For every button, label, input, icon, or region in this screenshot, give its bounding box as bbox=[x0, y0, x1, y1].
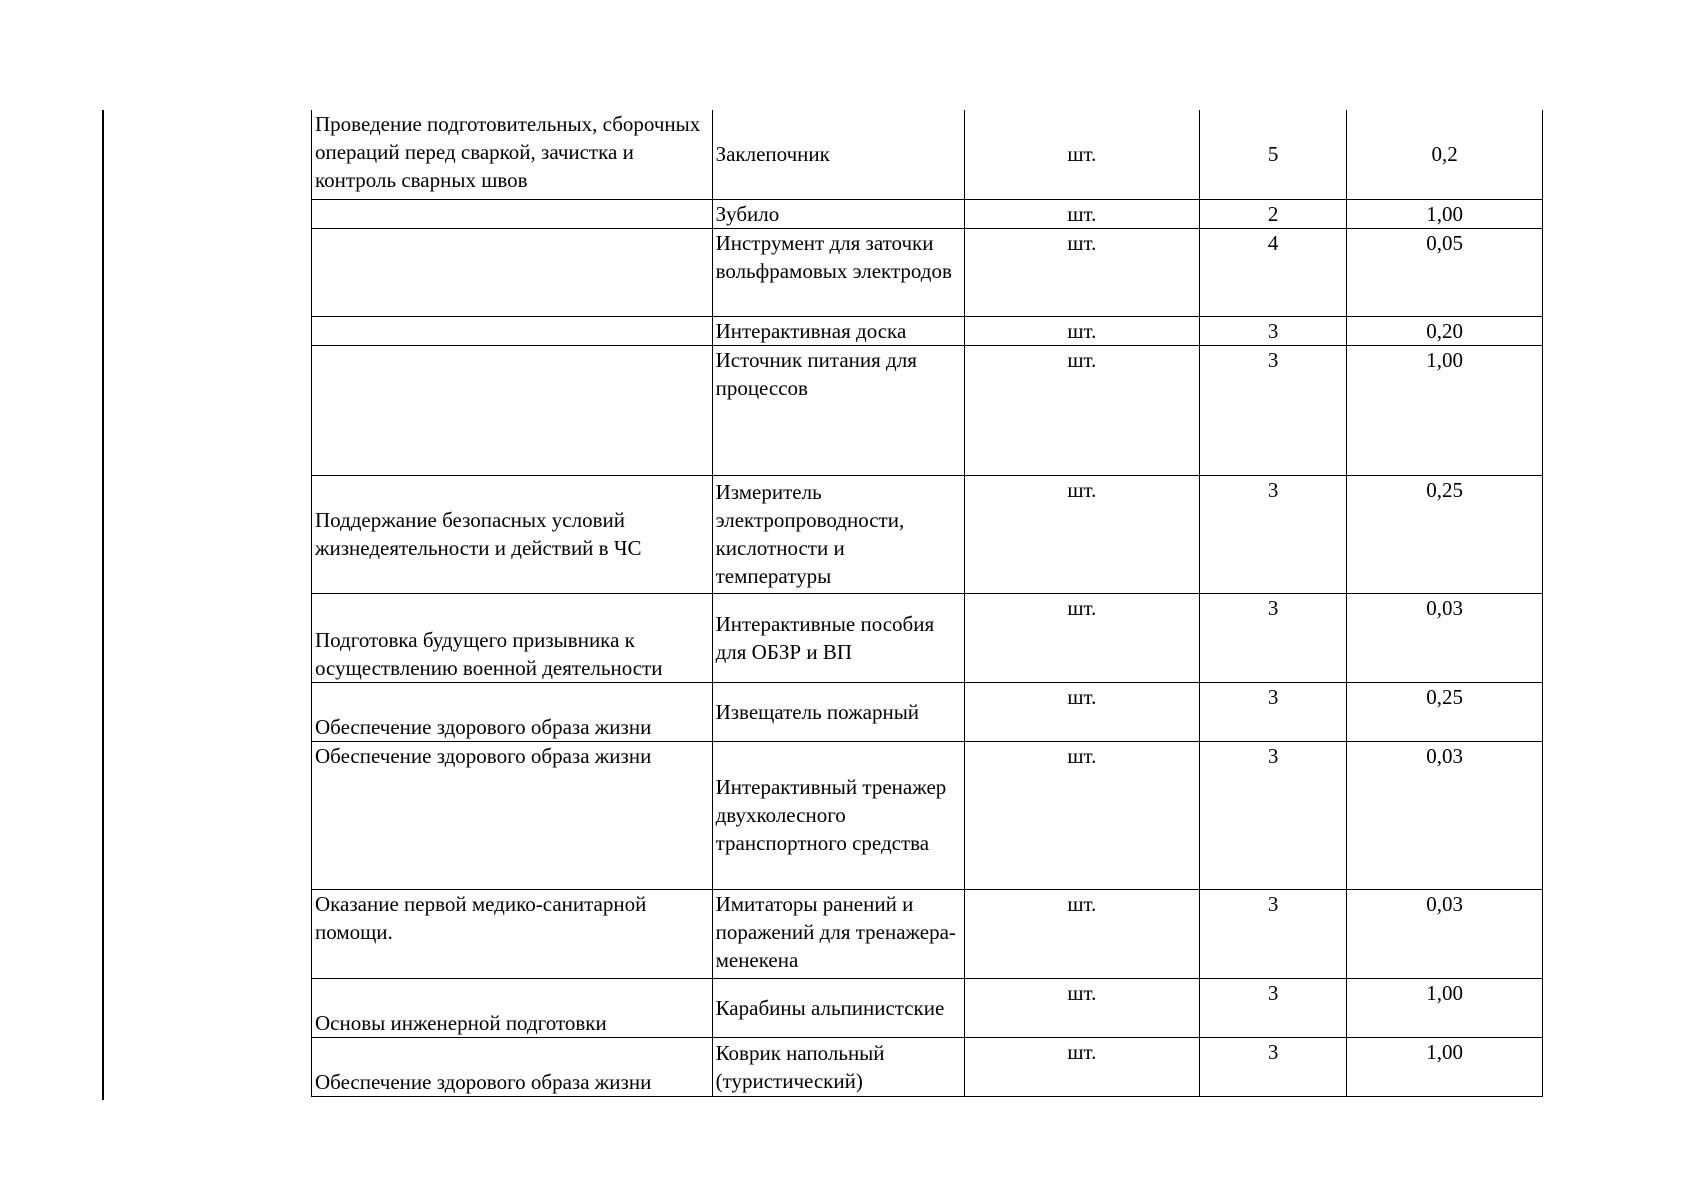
row-quantity: 3 bbox=[1199, 316, 1346, 345]
table-row bbox=[312, 889, 1543, 978]
row-description: Обеспечение здорового образа жизни bbox=[312, 1037, 713, 1096]
row-unit: шт. bbox=[964, 345, 1199, 475]
row-quantity: 3 bbox=[1199, 593, 1346, 682]
row-item-name: Заклепочник bbox=[712, 110, 964, 199]
row-quantity: 3 bbox=[1199, 741, 1346, 889]
row-unit: шт. bbox=[964, 978, 1199, 1037]
row-coefficient: 0,2 bbox=[1347, 110, 1543, 199]
row-coefficient: 1,00 bbox=[1347, 1037, 1543, 1096]
table-row bbox=[312, 228, 1543, 316]
row-unit: шт. bbox=[964, 1037, 1199, 1096]
row-quantity: 4 bbox=[1199, 228, 1346, 316]
row-item-name: Интерактивные пособия для ОБЗР и ВП bbox=[712, 593, 964, 682]
table-row bbox=[312, 316, 1543, 345]
table-row bbox=[312, 682, 1543, 741]
row-description bbox=[312, 345, 713, 475]
row-item-name: Измеритель электропроводности, кислотности и температуры bbox=[712, 475, 964, 593]
row-description: Подготовка будущего призывника к осуществлению военной деятельности bbox=[312, 593, 713, 682]
row-quantity: 3 bbox=[1199, 475, 1346, 593]
row-description bbox=[312, 199, 713, 228]
row-item-name: Источник питания для процессов bbox=[712, 345, 964, 475]
row-item-name: Карабины альпинистские bbox=[712, 978, 964, 1037]
row-coefficient: 0,03 bbox=[1347, 741, 1543, 889]
equipment-table bbox=[311, 110, 1543, 1097]
row-coefficient: 0,25 bbox=[1347, 475, 1543, 593]
row-unit: шт. bbox=[964, 682, 1199, 741]
row-unit: шт. bbox=[964, 199, 1199, 228]
row-quantity: 3 bbox=[1199, 889, 1346, 978]
row-coefficient: 0,25 bbox=[1347, 682, 1543, 741]
row-quantity: 3 bbox=[1199, 1037, 1346, 1096]
row-item-name: Коврик напольный (туристический) bbox=[712, 1037, 964, 1096]
row-quantity: 3 bbox=[1199, 682, 1346, 741]
row-coefficient: 0,20 bbox=[1347, 316, 1543, 345]
row-item-name: Интерактивная доска bbox=[712, 316, 964, 345]
row-coefficient: 0,03 bbox=[1347, 889, 1543, 978]
row-description: Обеспечение здорового образа жизни bbox=[312, 682, 713, 741]
row-unit: шт. bbox=[964, 741, 1199, 889]
row-unit: шт. bbox=[964, 593, 1199, 682]
row-unit: шт. bbox=[964, 889, 1199, 978]
row-unit: шт. bbox=[964, 316, 1199, 345]
row-description bbox=[312, 316, 713, 345]
row-item-name: Имитаторы ранений и поражений для тренажера-менекена bbox=[712, 889, 964, 978]
row-item-name: Инструмент для заточки вольфрамовых электродов bbox=[712, 228, 964, 316]
row-coefficient: 0,05 bbox=[1347, 228, 1543, 316]
row-coefficient: 1,00 bbox=[1347, 199, 1543, 228]
table-row bbox=[312, 345, 1543, 475]
row-item-name: Извещатель пожарный bbox=[712, 682, 964, 741]
row-coefficient: 0,03 bbox=[1347, 593, 1543, 682]
row-coefficient: 1,00 bbox=[1347, 345, 1543, 475]
page-margin-line bbox=[102, 110, 104, 1100]
row-quantity: 5 bbox=[1199, 110, 1346, 199]
row-unit: шт. bbox=[964, 228, 1199, 316]
row-description: Оказание первой медико-санитарной помощи. bbox=[312, 889, 713, 978]
table-row bbox=[312, 593, 1543, 682]
row-unit: шт. bbox=[964, 110, 1199, 199]
table-row bbox=[312, 475, 1543, 593]
row-coefficient: 1,00 bbox=[1347, 978, 1543, 1037]
table-row bbox=[312, 199, 1543, 228]
row-description: Поддержание безопасных условий жизнедеятельности и действий в ЧС bbox=[312, 475, 713, 593]
row-description: Проведение подготовительных, сборочных операций перед сваркой, зачистка и контроль сварных швов bbox=[312, 110, 713, 199]
table-row bbox=[312, 741, 1543, 889]
row-quantity: 3 bbox=[1199, 978, 1346, 1037]
table-row bbox=[312, 110, 1543, 199]
row-description bbox=[312, 228, 713, 316]
row-unit: шт. bbox=[964, 475, 1199, 593]
row-item-name: Зубило bbox=[712, 199, 964, 228]
table-row bbox=[312, 978, 1543, 1037]
row-quantity: 3 bbox=[1199, 345, 1346, 475]
row-description: Основы инженерной подготовки bbox=[312, 978, 713, 1037]
row-item-name: Интерактивный тренажер двухколесного транспортного средства bbox=[712, 741, 964, 889]
table-row bbox=[312, 1037, 1543, 1096]
row-quantity: 2 bbox=[1199, 199, 1346, 228]
row-description: Обеспечение здорового образа жизни bbox=[312, 741, 713, 889]
